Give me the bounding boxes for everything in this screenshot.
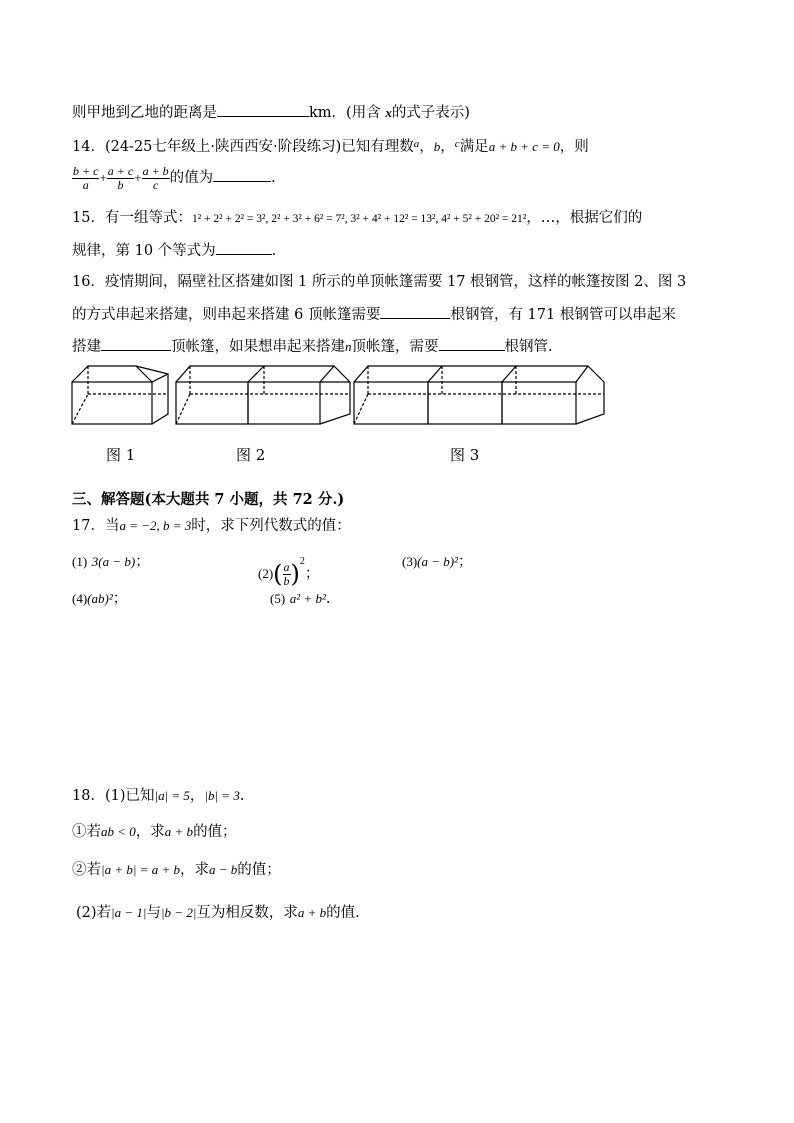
plus: + xyxy=(99,170,107,185)
section-heading: 三、解答题(本大题共 7 小题，共 72 分.) xyxy=(72,491,345,508)
q17-item-2: (2)( $\frac{a}{b}$ )$^2$； xyxy=(258,556,320,588)
q17-item-1: (1) 3(a − b)； xyxy=(72,554,150,570)
var-n: n xyxy=(345,339,352,354)
q13-tail-line xyxy=(72,102,470,123)
q16-text: 根钢管，有 171 根钢管可以串起来 xyxy=(450,307,676,323)
q15-line xyxy=(72,208,642,229)
q13-end: 的式子表示) xyxy=(391,105,470,121)
q18-line: 18．(1)已知|a| = 5，|b| = 3. xyxy=(72,788,245,804)
q17-line xyxy=(72,516,351,536)
q17-text: 17．当 xyxy=(72,518,120,534)
q18-part2-line: (2)若|a − 1|与|b − 2|互为相反数，求a + b的值. xyxy=(76,905,360,921)
answer-blank[interactable] xyxy=(101,336,171,351)
q15b-line xyxy=(72,240,276,261)
answer-blank[interactable] xyxy=(439,336,505,351)
answer-blank[interactable] xyxy=(380,304,450,319)
q17-item-3: (3)(a − b)²； xyxy=(402,554,473,570)
q14-post: ，则 xyxy=(559,139,589,155)
q17-item-4: (4)(ab)²； xyxy=(72,591,128,607)
q17-item-5: (5) a² + b². xyxy=(270,591,331,607)
answer-blank[interactable] xyxy=(217,102,309,117)
q14-eq: a + b + c = 0 xyxy=(488,139,560,154)
q17-post: 时，求下列代数式的值： xyxy=(191,518,351,534)
q15-equations: 1² + 2² + 2² = 3², 2² + 3² + 6² = 7², 3² + 4² + 12² = 13², 4² + 5² + 20² = 21² xyxy=(191,213,527,225)
plus: + xyxy=(134,170,142,185)
var-x: x xyxy=(385,105,392,120)
q17-condition: a = −2, b = 3 xyxy=(119,518,192,533)
q16-line1 xyxy=(72,272,686,292)
q13-text: 则甲地到乙地的距离是 xyxy=(72,105,217,121)
q16-text: 顶帐篷，如果想串起来搭建 xyxy=(171,339,345,355)
var-b: b xyxy=(433,139,441,154)
q15b-text: 规律，第 10 个等式为 xyxy=(72,243,216,259)
q13-unit: km．(用含 xyxy=(309,105,386,121)
q16-line2 xyxy=(72,304,676,325)
fraction: $\frac{b + c}{a}$ xyxy=(73,163,99,192)
q16-text: 顶帐篷，需要 xyxy=(351,339,439,355)
tent-figure-2 xyxy=(176,366,350,424)
q16-text: 搭建 xyxy=(72,339,101,355)
q18-text: 18．(1)已知 xyxy=(72,788,155,804)
caption-fig1: 图 1 xyxy=(106,446,136,464)
q14-mid: 满足 xyxy=(459,139,489,155)
q16-text: 的方式串起来搭建，则串起来搭建 6 顶帐篷需要 xyxy=(72,307,381,323)
q14-line xyxy=(72,134,589,157)
var-a: a xyxy=(413,138,420,150)
tent-figures xyxy=(70,362,610,428)
sep: ， xyxy=(419,139,434,155)
fraction: $\frac{a + b}{c}$ xyxy=(142,163,169,192)
caption-fig2: 图 2 xyxy=(236,446,266,464)
sep: ， xyxy=(440,139,455,155)
caption-fig3: 图 3 xyxy=(450,446,480,464)
period: . xyxy=(271,243,277,259)
answer-blank[interactable] xyxy=(216,240,272,255)
tent-figure-1 xyxy=(72,366,168,424)
q15-text: 15．有一组等式： xyxy=(72,210,192,226)
var-c: c xyxy=(454,138,460,150)
q18-ii-line: ②若|a + b| = a + b，求a − b的值； xyxy=(72,862,281,878)
q16-text: 根钢管. xyxy=(504,339,553,355)
period: . xyxy=(271,170,276,186)
answer-blank[interactable] xyxy=(213,167,271,182)
q18-i-line: ①若ab < 0，求a + b的值； xyxy=(72,824,237,840)
q14-expr-line xyxy=(72,164,276,192)
q14-post: 的值为 xyxy=(169,170,214,186)
q16-text: 16．疫情期间，隔壁社区搭建如图 1 所示的单顶帐篷需要 17 根钢管，这样的帐篷按图 2、图 3 xyxy=(72,274,687,290)
tent-figure-3 xyxy=(354,366,604,424)
q15-post: ，…，根据它们的 xyxy=(526,210,643,226)
fraction: $\frac{a + c}{b}$ xyxy=(107,163,134,192)
q16-line3 xyxy=(72,336,553,357)
q14-text: 14．(24-25七年级上·陕西西安·阶段练习)已知有理数 xyxy=(72,139,414,155)
